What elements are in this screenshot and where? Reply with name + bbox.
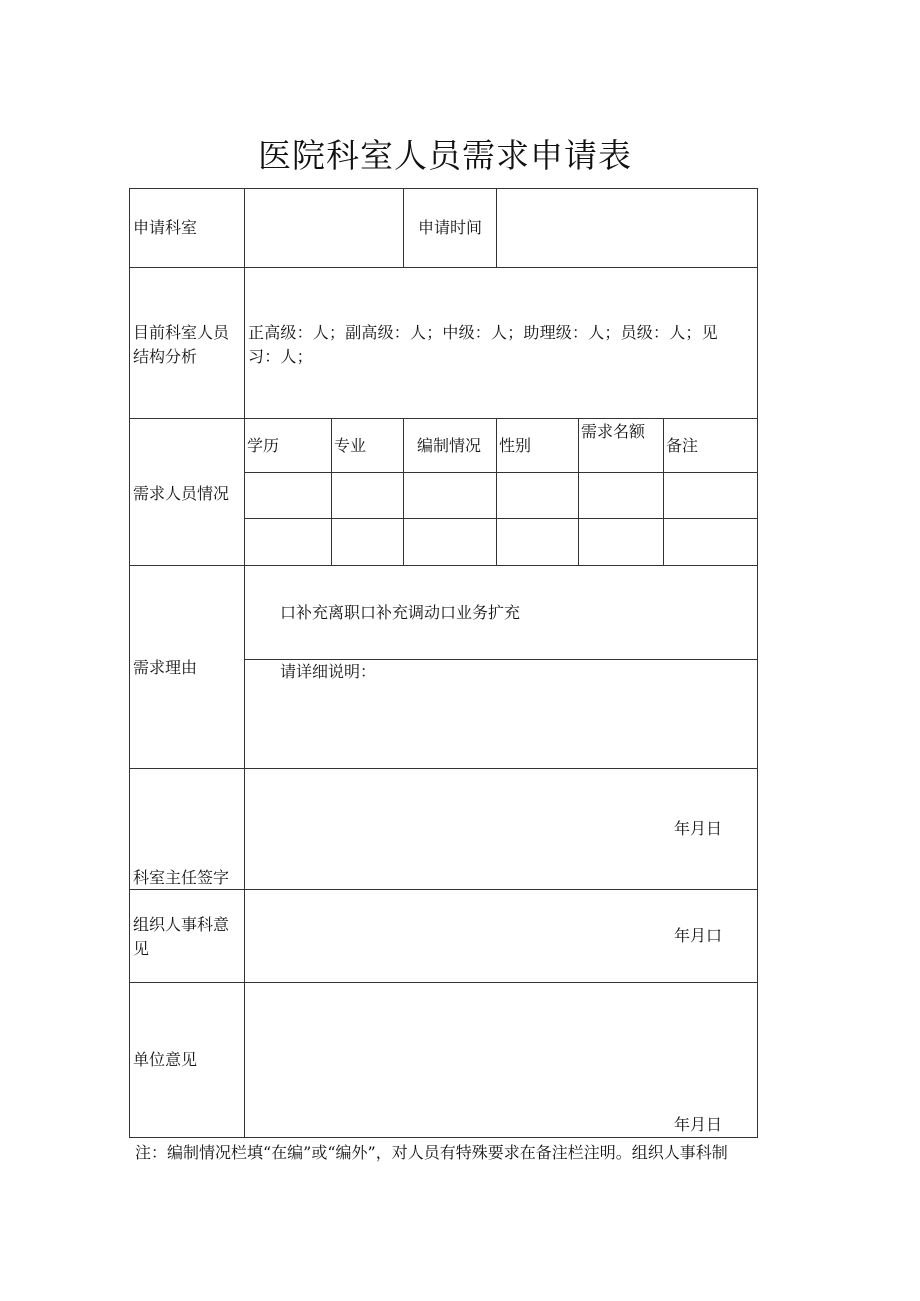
- apply-time-label: 申请时间: [418, 218, 483, 237]
- footnote: 注：编制情况栏填“在编”或“编外”，对人员有特殊要求在备注栏注明。组织人事科制: [135, 1143, 728, 1162]
- demand-cell[interactable]: [579, 519, 663, 564]
- apply-dept-field[interactable]: [245, 189, 402, 266]
- page-title: 医院科室人员需求申请表: [258, 136, 632, 175]
- demand-cell[interactable]: [664, 519, 757, 564]
- header-education: 学历: [247, 436, 280, 455]
- header-staffing: 编制情况: [417, 436, 482, 455]
- structure-text[interactable]: 正高级：人；副高级：人；中级：人；助理级：人；员级：人；见习：人；: [248, 323, 718, 366]
- reason-options[interactable]: 口补充离职口补充调动口业务扩充: [280, 603, 521, 622]
- reason-detail-label: 请详细说明：: [280, 662, 377, 681]
- apply-time-field[interactable]: [497, 189, 756, 266]
- header-quota: 需求名额: [581, 422, 646, 441]
- demand-cell[interactable]: [497, 519, 578, 564]
- director-label: 科室主任签字: [133, 868, 230, 887]
- demand-cell[interactable]: [245, 519, 331, 564]
- demand-cell[interactable]: [664, 473, 757, 517]
- apply-dept-label: 申请科室: [133, 218, 198, 237]
- demand-cell[interactable]: [497, 473, 578, 517]
- unit-label: 单位意见: [133, 1050, 198, 1069]
- header-major: 专业: [334, 436, 367, 455]
- demand-cell[interactable]: [404, 473, 496, 517]
- demand-cell[interactable]: [404, 519, 496, 564]
- demand-cell[interactable]: [579, 473, 663, 517]
- structure-label: 目前科室人员结构分析: [133, 323, 230, 366]
- demand-cell[interactable]: [332, 519, 403, 564]
- header-gender: 性别: [499, 436, 532, 455]
- reason-label: 需求理由: [133, 658, 198, 677]
- demand-label: 需求人员情况: [133, 484, 230, 503]
- unit-date: 年月日: [674, 1115, 723, 1134]
- header-remark: 备注: [666, 436, 699, 455]
- hr-date: 年月口: [674, 926, 723, 945]
- demand-cell[interactable]: [245, 473, 331, 517]
- director-date: 年月日: [674, 819, 723, 838]
- demand-cell[interactable]: [332, 473, 403, 517]
- reason-detail-field[interactable]: [245, 686, 756, 766]
- hr-label: 组织人事科意见: [133, 915, 230, 958]
